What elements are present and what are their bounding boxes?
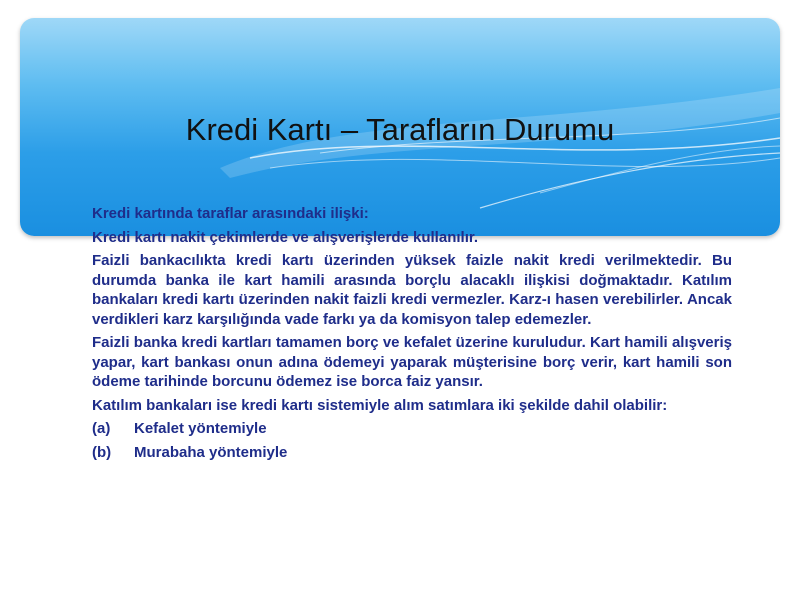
paragraph: Kredi kartı nakit çekimlerde ve alışverişlerde kullanılır. — [92, 228, 479, 246]
paragraph: Faizli bankacılıkta kredi kartı üzerinden yüksek faizle nakit kredi verilmektedir. Bu durumda banka ile kart hamili arasında borçlu alacaklı ilişkisi doğmaktadır. Katılım bankaları kredi kartı üzerinden nakit faizli kredi vermezler. Karz-ı hasen verebilirler. Ancak verdikleri karz karşılığında vade farkı ya da komisyon talep edemezler. — [92, 252, 732, 328]
paragraph: Kredi kartında taraflar arasındaki ilişki: — [92, 205, 369, 222]
list-item — [92, 419, 732, 439]
paragraph: Katılım bankaları ise kredi kartı sistemiyle alım satımlara iki şekilde dahil olabilir: — [92, 396, 668, 414]
list-item-text: Murabaha yöntemiyle — [134, 443, 288, 461]
list-item-label: (a) — [92, 420, 111, 437]
list-item — [92, 443, 732, 463]
slide-body — [92, 204, 732, 466]
slide-title: Kredi Kartı – Tarafların Durumu — [185, 112, 615, 147]
list-item-label: (b) — [92, 443, 112, 461]
list-item-text: Kefalet yöntemiyle — [134, 420, 267, 437]
paragraph: Faizli banka kredi kartları tamamen borç ve kefalet üzerine kuruludur. Kart hamili alışveriş yapar, kart bankası onun adına ödemeyi yaparak müşterisine borç verir, kart hamili son ödeme tarihinde borcunu ödemez ise borca faiz yansır. — [92, 334, 732, 390]
